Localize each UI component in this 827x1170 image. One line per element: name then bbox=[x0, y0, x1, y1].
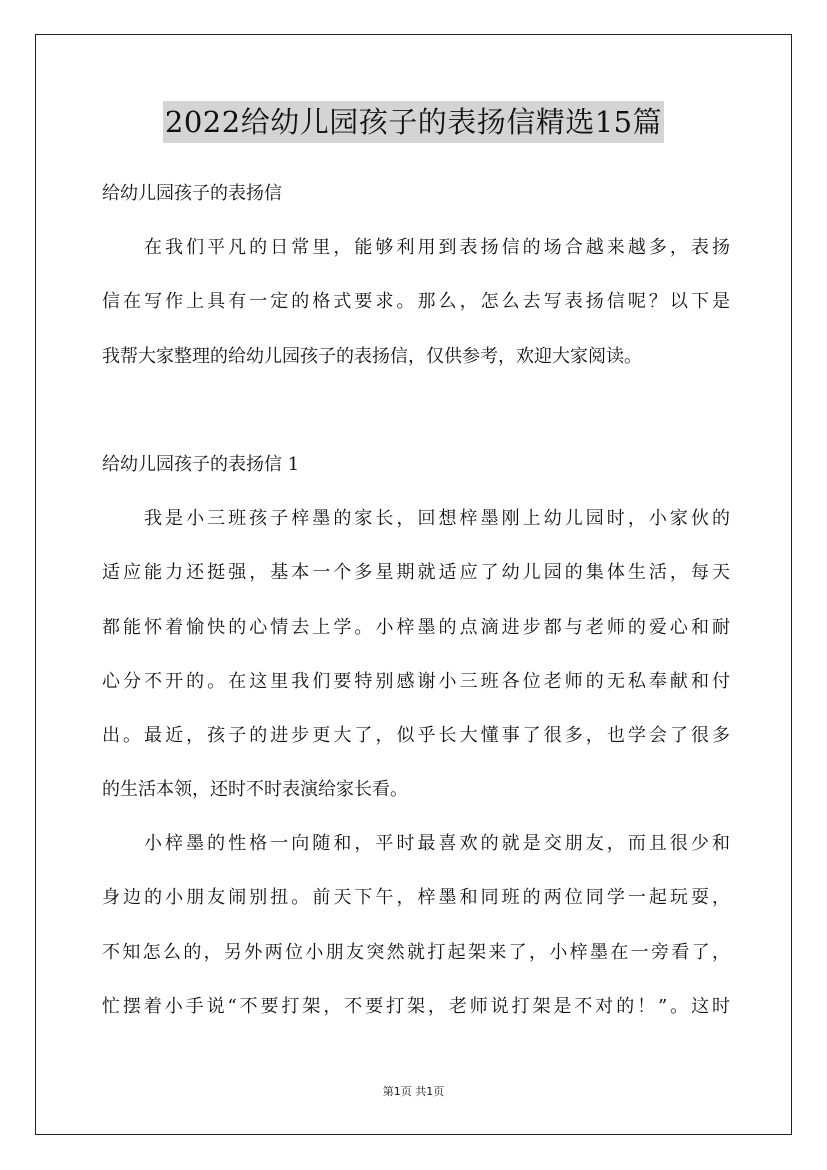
page-footer: 第1页 共1页 bbox=[382, 1085, 445, 1098]
letter-heading: 给幼儿园孩子的表扬信 1 bbox=[102, 453, 300, 475]
paragraph-line: 忙摆着小手说“不要打架，不要打架，老师说打架是不对的！”。这时 bbox=[102, 995, 730, 1017]
intro-line: 信在写作上具有一定的格式要求。那么，怎么去写表扬信呢？以下是 bbox=[102, 291, 730, 313]
title-container bbox=[0, 101, 827, 143]
paragraph-line: 小梓墨的性格一向随和，平时最喜欢的就是交朋友，而且很少和 bbox=[144, 833, 730, 855]
blank-line bbox=[102, 389, 730, 443]
intro-line: 我帮大家整理的给幼儿园孩子的表扬信，仅供参考，欢迎大家阅读。 bbox=[102, 345, 642, 367]
paragraph-line: 心分不开的。在这里我们要特别感谢小三班各位老师的无私奉献和付 bbox=[102, 670, 730, 692]
section-heading: 给幼儿园孩子的表扬信 bbox=[102, 183, 282, 204]
paragraph-line: 出。最近，孩子的进步更大了，似乎长大懂事了很多，也学会了很多 bbox=[102, 724, 730, 746]
paragraph-line: 的生活本领，还时不时表演给家长看。 bbox=[102, 779, 408, 801]
paragraph-line: 不知怎么的，另外两位小朋友突然就打起架来了，小梓墨在一旁看了， bbox=[102, 941, 730, 963]
document-title: 2022给幼儿园孩子的表扬信精选15篇 bbox=[163, 101, 664, 143]
paragraph-line: 适应能力还挺强，基本一个多星期就适应了幼儿园的集体生活，每天 bbox=[102, 562, 730, 584]
intro-line: 在我们平凡的日常里，能够利用到表扬信的场合越来越多，表扬 bbox=[144, 237, 730, 259]
document-body bbox=[102, 172, 730, 1039]
paragraph-line: 都能怀着愉快的心情去上学。小梓墨的点滴进步都与老师的爱心和耐 bbox=[102, 616, 730, 638]
paragraph-line: 身边的小朋友闹别扭。前天下午，梓墨和同班的两位同学一起玩耍， bbox=[102, 887, 730, 909]
paragraph-line: 我是小三班孩子梓墨的家长，回想梓墨刚上幼儿园时，小家伙的 bbox=[144, 508, 730, 530]
